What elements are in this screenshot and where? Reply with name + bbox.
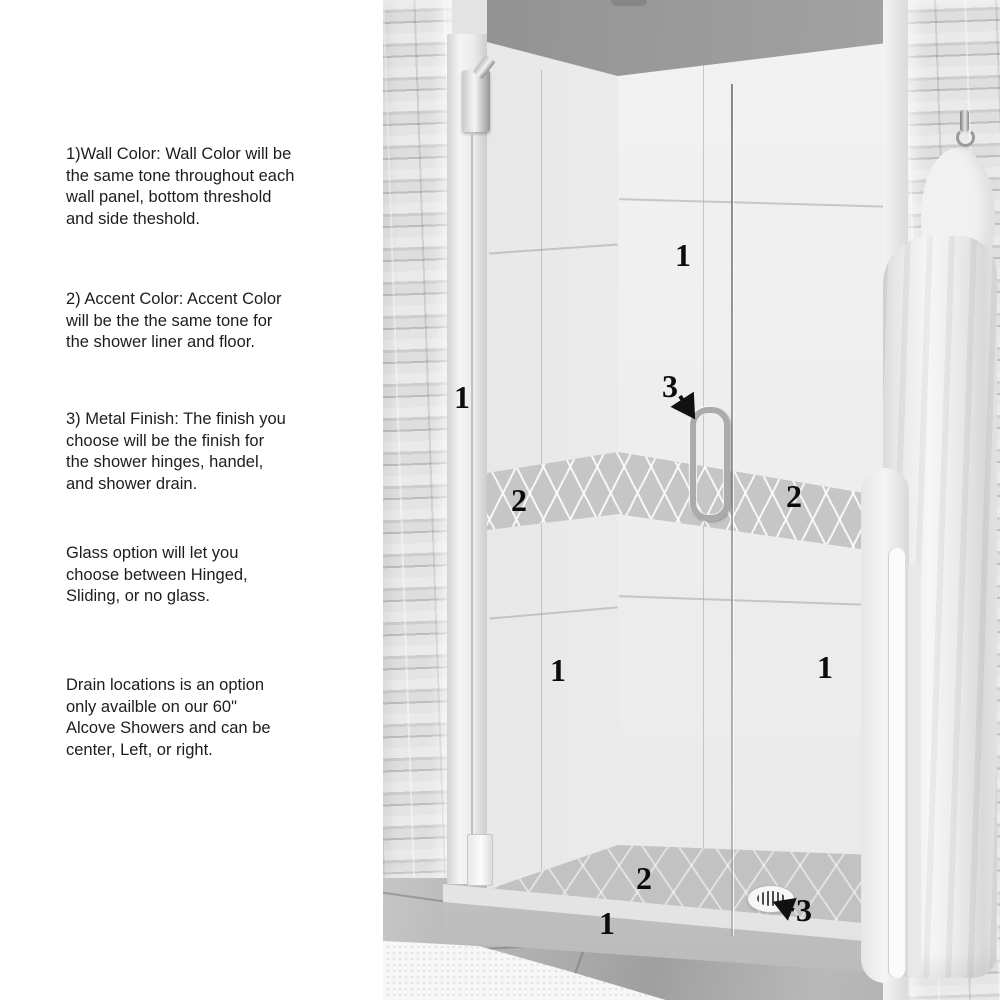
note-line: 3) Metal Finish: The finish you bbox=[66, 410, 286, 428]
callout-2-floor: 2 bbox=[636, 860, 652, 896]
floor-grout-line bbox=[383, 891, 447, 902]
side-panel-left bbox=[447, 34, 487, 884]
note-line: Drain locations is an option bbox=[66, 676, 265, 694]
note-glass-option bbox=[66, 543, 248, 608]
glass-hinge-edge bbox=[471, 135, 473, 839]
note-line: wall panel, bottom threshold bbox=[66, 188, 272, 207]
door-bottom-guide bbox=[467, 834, 493, 886]
note-line: the shower hinges, handel, bbox=[66, 453, 264, 472]
stone-wall-left bbox=[383, 0, 452, 878]
callout-1-wall-right: 1 bbox=[817, 649, 833, 685]
callout-1-wall-left: 1 bbox=[550, 652, 566, 688]
note-line: Sliding, or no glass. bbox=[66, 587, 210, 606]
note-line: center, Left, or right. bbox=[66, 740, 213, 759]
note-line: choose between Hinged, bbox=[66, 565, 248, 584]
note-wall-color bbox=[66, 144, 294, 230]
shower-handle bbox=[690, 407, 730, 521]
callout-1-threshold: 1 bbox=[599, 905, 615, 941]
note-line: Alcove Showers and can be bbox=[66, 719, 271, 738]
note-line: and side theshold. bbox=[66, 209, 200, 228]
note-line: choose will be the finish for bbox=[66, 431, 265, 450]
note-line: 1)Wall Color: Wall Color will be bbox=[66, 145, 292, 163]
bathrobe-tie bbox=[889, 548, 905, 978]
callout-1-side-panel: 1 bbox=[454, 379, 470, 415]
note-metal-finish bbox=[66, 409, 286, 495]
shower-drain bbox=[747, 885, 795, 913]
note-line: the shower liner and floor. bbox=[66, 333, 255, 352]
shower-photo bbox=[383, 0, 1000, 1000]
callout-2-accent-left: 2 bbox=[511, 482, 527, 518]
callout-1-back-wall: 1 bbox=[675, 237, 691, 273]
note-line: 2) Accent Color: Accent Color bbox=[66, 290, 282, 308]
callout-3-handle: 3 bbox=[662, 368, 678, 404]
door-hinge-icon bbox=[462, 70, 490, 132]
note-line: the same tone throughout each bbox=[66, 166, 295, 185]
callout-3-drain: 3 bbox=[796, 892, 812, 928]
glass-door-edge bbox=[731, 84, 733, 936]
note-line: and shower drain. bbox=[66, 474, 198, 493]
callout-2-accent-right: 2 bbox=[786, 478, 802, 514]
drain-grate-icon bbox=[757, 891, 785, 906]
bathrobe bbox=[861, 118, 1000, 1000]
note-drain-location bbox=[66, 675, 271, 761]
note-accent-color bbox=[66, 289, 282, 354]
note-line: Glass option will let you bbox=[66, 544, 239, 562]
note-line: will be the the same tone for bbox=[66, 311, 273, 330]
note-line: only availble on our 60" bbox=[66, 697, 237, 716]
bathrobe-tie bbox=[908, 563, 921, 978]
ceiling-notch bbox=[611, 0, 647, 6]
